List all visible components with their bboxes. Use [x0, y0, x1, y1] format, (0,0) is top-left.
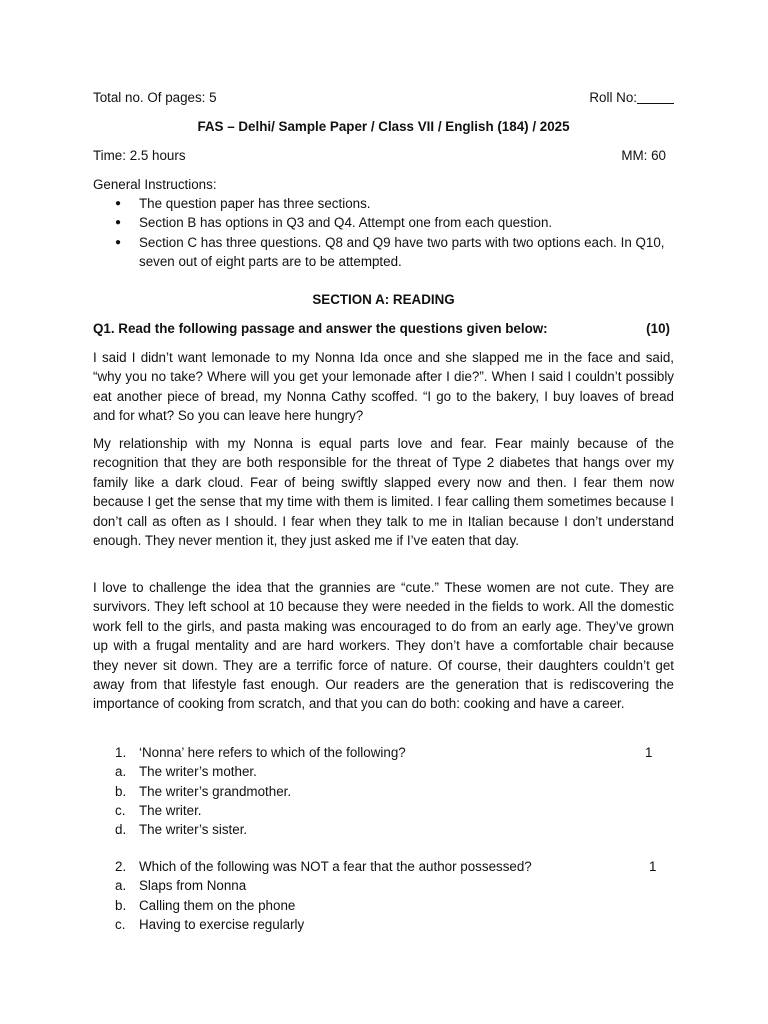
roll-no [589, 88, 674, 107]
option-item [93, 820, 674, 839]
passage-paragraph-1: I said I didn’t want lemonade to my Nonna Ida once and she slapped me in the face and said, “why you no take? Where will you get your lemonade after I die?”. When I said I couldn’t possibly eat another piece of bread, my Nonna Cathy scoffed. “I go to the bakery, I buy loaves of bread and for what? So you can leave here hungry? [93, 350, 674, 424]
instruction-text: Section C has three questions. Q8 and Q9 have two parts with two options each. In Q10, seven out of eight parts are to be attempted. [139, 234, 665, 269]
option-item [93, 762, 674, 781]
question-text: Which of the following was NOT a fear that the author possessed? [139, 859, 532, 874]
option-letter: a. [115, 878, 127, 894]
passage-paragraph-3: I love to challenge the idea that the grannies are “cute.” These women are not cute. They are survivors. They left school at 10 because they were needed in the fields to work. All the domestic work fell to the girls, and pasta making was encouraged to do from an early age. They’ve grown up with a frugal mentality and are hard workers. They don’t have a comfortable chair because they never sit down. They are a terrific force of nature. Of course, their daughters couldn’t get away from that lifestyle fast enough. Our readers are the generation that is rediscovering the importance of cooking from scratch, and that you can do both: cooking and have a career. [93, 580, 674, 712]
option-text: The writer’s mother. [139, 764, 257, 780]
header-row [93, 88, 674, 107]
option-letter: b. [115, 783, 127, 799]
bullet-icon: ● [115, 198, 122, 209]
instructions-list [93, 194, 674, 271]
option-text: Calling them on the phone [139, 897, 296, 913]
instruction-text: Section B has options in Q3 and Q4. Attempt one from each question. [139, 215, 553, 231]
question-1 [93, 743, 674, 839]
question-number: 2. [115, 859, 127, 874]
option-letter: b. [115, 897, 127, 913]
q1-prompt: Q1. Read the following passage and answer the questions given below: [93, 321, 548, 336]
max-marks: MM: 60 [621, 148, 666, 163]
roll-no-blank [637, 90, 674, 104]
instructions-heading: General Instructions: [93, 177, 217, 192]
instruction-item [93, 233, 674, 272]
time-allowed: Time: 2.5 hours [93, 148, 186, 163]
option-text: Slaps from Nonna [139, 878, 247, 894]
option-item [93, 896, 674, 915]
question-number: 1. [115, 745, 127, 760]
time-marks-row [93, 146, 674, 165]
total-pages: Total no. Of pages: 5 [93, 90, 217, 105]
option-text: The writer’s grandmother. [139, 783, 292, 799]
instruction-item [93, 213, 674, 232]
question-marks: 1 [645, 745, 653, 760]
option-text: The writer’s sister. [139, 822, 248, 838]
paper-title: FAS – Delhi/ Sample Paper / Class VII / English (184) / 2025 [197, 119, 570, 134]
option-item [93, 915, 674, 934]
question-stem [93, 743, 674, 762]
bullet-icon: ● [115, 217, 122, 229]
passage-paragraph-2: My relationship with my Nonna is equal parts love and fear. Fear mainly because of the recognition that they are both responsible for the threat of Type 2 diabetes that hangs over my family like a dark cloud. Fear of being swiftly slapped every now and then. I fear them now because I get the sense that my time with them is limited. I fear calling them sometimes because I don’t call as often as I should. I fear when they talk to me in Italian because I don’t understand enough. They never mention it, they just asked me if I’ve eaten that day. [93, 436, 674, 549]
option-item [93, 782, 674, 801]
option-text: The writer. [139, 802, 202, 818]
option-item [93, 876, 674, 895]
q1-marks: (10) [646, 321, 670, 336]
option-text: Having to exercise regularly [139, 916, 305, 932]
question-2 [93, 857, 674, 934]
q1-prompt-row [93, 319, 674, 338]
question-text: ‘Nonna’ here refers to which of the following? [139, 745, 406, 760]
instruction-item [93, 194, 674, 213]
roll-no-label: Roll No: [589, 90, 637, 105]
option-letter: c. [115, 802, 126, 818]
option-item [93, 801, 674, 820]
option-letter: a. [115, 764, 127, 780]
section-a-heading: SECTION A: READING [312, 292, 455, 307]
option-letter: d. [115, 822, 127, 838]
question-stem [93, 857, 674, 876]
option-letter: c. [115, 916, 126, 932]
question-marks: 1 [649, 859, 657, 874]
bullet-icon: ● [115, 236, 122, 248]
instruction-text: The question paper has three sections. [139, 196, 371, 211]
